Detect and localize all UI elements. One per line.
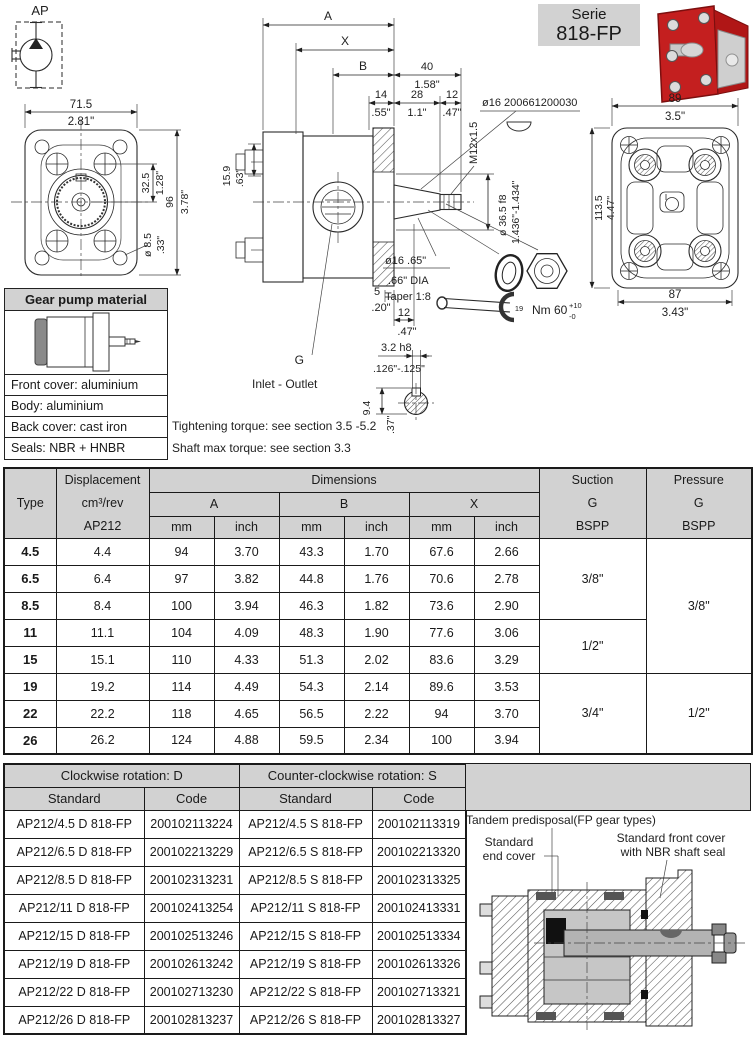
table-row: 19 19.2 114 4.49 54.3 2.14 89.6 3.53 3/4" 1/2" bbox=[4, 673, 752, 700]
table-row: 4.5 4.4 94 3.70 43.3 1.70 67.6 2.66 3/8" 3/8" bbox=[4, 538, 752, 565]
front-view-dimensions bbox=[25, 99, 191, 275]
svg-text:15.9: 15.9 bbox=[221, 165, 233, 187]
table-row: AP212/8.5 D 818-FP 200102313231 AP212/8.5 S 818-FP 200102313325 bbox=[4, 866, 466, 894]
material-box-title: Gear pump material bbox=[5, 289, 167, 311]
svg-text:.66" DIA: .66" DIA bbox=[388, 275, 429, 287]
table-row: 11 11.1 104 4.09 48.3 1.90 77.6 3.06 1/2" bbox=[4, 619, 752, 646]
col-type: Type bbox=[4, 468, 56, 538]
tandem-diagram bbox=[464, 812, 754, 1038]
svg-text:14: 14 bbox=[374, 89, 388, 101]
note-shaft-torque: Shaft max torque: see section 3.3 bbox=[172, 441, 351, 455]
washer-icon bbox=[493, 253, 526, 294]
table-row: AP212/26 D 818-FP 200102813237 AP212/26 S 818-FP 200102813327 bbox=[4, 1006, 466, 1034]
col-b-inch: inch bbox=[344, 516, 409, 538]
note-tightening-torque: Tightening torque: see section 3.5 -5.2 bbox=[172, 419, 377, 433]
table-row: AP212/19 D 818-FP 200102613242 AP212/19 S 818-FP 200102613326 bbox=[4, 950, 466, 978]
svg-text:71.5: 71.5 bbox=[69, 99, 93, 111]
svg-text:Inlet - Outlet: Inlet - Outlet bbox=[252, 377, 318, 391]
col-x: X bbox=[409, 492, 539, 516]
table-row: AP212/11 D 818-FP 200102413254 AP212/11 S 818-FP 200102413331 bbox=[4, 894, 466, 922]
col-suction: Suction G BSPP bbox=[539, 468, 646, 538]
svg-text:19: 19 bbox=[514, 304, 524, 313]
serie-value: 818-FP bbox=[556, 23, 622, 46]
serie-label: Serie bbox=[571, 6, 607, 23]
svg-text:ø 36.5 f8: ø 36.5 f8 bbox=[497, 194, 509, 236]
back-view-dimensions bbox=[592, 93, 738, 319]
col-standard: Standard bbox=[4, 787, 144, 810]
col-code: Code bbox=[372, 787, 466, 810]
svg-text:-0: -0 bbox=[569, 312, 576, 321]
svg-text:3.2 h8: 3.2 h8 bbox=[381, 342, 412, 354]
svg-text:.20": .20" bbox=[371, 302, 391, 314]
svg-text:G: G bbox=[294, 353, 304, 367]
material-row: Back cover: cast iron bbox=[5, 417, 167, 438]
logo-mark bbox=[660, 192, 684, 212]
svg-text:4.47": 4.47" bbox=[605, 195, 617, 221]
svg-text:87: 87 bbox=[668, 289, 682, 301]
svg-text:.63": .63" bbox=[234, 168, 246, 188]
svg-text:.47": .47" bbox=[397, 326, 417, 338]
col-pressure: Pressure G BSPP bbox=[646, 468, 752, 538]
table-row: 22 22.2 118 4.65 56.5 2.22 94 3.70 bbox=[4, 700, 752, 727]
pump-side-icon bbox=[5, 311, 165, 373]
col-code: Code bbox=[144, 787, 239, 810]
svg-text:113.5: 113.5 bbox=[593, 195, 605, 221]
cw-header: Clockwise rotation: D bbox=[4, 764, 239, 787]
material-row: Front cover: aluminium bbox=[5, 375, 167, 396]
dimensions-table bbox=[3, 467, 753, 755]
col-b-mm: mm bbox=[279, 516, 344, 538]
svg-text:12: 12 bbox=[397, 307, 411, 319]
svg-text:.33": .33" bbox=[155, 235, 167, 255]
svg-text:X: X bbox=[340, 34, 350, 48]
suction-size: 3/8" bbox=[539, 538, 646, 619]
ap-label: AP bbox=[31, 3, 49, 18]
svg-text:.37": .37" bbox=[385, 415, 397, 434]
svg-text:M12x1.5: M12x1.5 bbox=[468, 121, 480, 164]
svg-text:1.58": 1.58" bbox=[414, 79, 440, 91]
svg-text:.47": .47" bbox=[442, 107, 462, 119]
table-row: AP212/22 D 818-FP 200102713230 AP212/22 S 818-FP 200102713321 bbox=[4, 978, 466, 1006]
pump-circle-symbol bbox=[12, 22, 52, 88]
front-view-outline bbox=[11, 119, 151, 277]
col-displacement: Displacement cm³/rev AP212 bbox=[56, 468, 149, 538]
svg-text:96: 96 bbox=[164, 196, 176, 208]
svg-text:Nm 60: Nm 60 bbox=[532, 303, 568, 317]
col-b: B bbox=[279, 492, 409, 516]
svg-text:.126"-.125": .126"-.125" bbox=[373, 363, 425, 375]
col-a-mm: mm bbox=[149, 516, 214, 538]
table-row: AP212/15 D 818-FP 200102513246 AP212/15 S 818-FP 200102513334 bbox=[4, 922, 466, 950]
nut-icon bbox=[527, 254, 567, 289]
side-view-drawing bbox=[218, 4, 590, 460]
back-view-outline bbox=[612, 128, 738, 288]
table-row: 6.5 6.4 97 3.82 44.8 1.76 70.6 2.78 bbox=[4, 565, 752, 592]
table-row: AP212/4.5 D 818-FP 200102113224 AP212/4.5 S 818-FP 200102113319 bbox=[4, 810, 466, 838]
table-row: 8.5 8.4 100 3.94 46.3 1.82 73.6 2.90 bbox=[4, 592, 752, 619]
order-codes-table bbox=[3, 763, 467, 1035]
svg-text:Taper 1:8: Taper 1:8 bbox=[385, 291, 431, 303]
port-callout bbox=[252, 224, 332, 391]
table-row: 15 15.1 110 4.33 51.3 2.02 83.6 3.29 bbox=[4, 646, 752, 673]
front-cover-label: with NBR shaft seal bbox=[620, 845, 726, 859]
end-cover-label: end cover bbox=[482, 849, 536, 863]
codes-table-side-panel bbox=[465, 763, 751, 811]
material-box-figure bbox=[5, 311, 167, 375]
svg-text:32.5: 32.5 bbox=[140, 172, 152, 194]
end-cover-label: Standard bbox=[484, 835, 534, 849]
pressure-size: 1/2" bbox=[646, 673, 752, 754]
svg-text:28: 28 bbox=[410, 89, 424, 101]
front-view-drawing bbox=[5, 95, 205, 280]
back-view-drawing bbox=[588, 88, 754, 320]
svg-text:A: A bbox=[323, 9, 333, 23]
suction-size: 1/2" bbox=[539, 619, 646, 673]
material-row: Body: aluminium bbox=[5, 396, 167, 417]
table-row: 26 26.2 124 4.88 59.5 2.34 100 3.94 bbox=[4, 727, 752, 754]
side-view-outline bbox=[236, 128, 474, 286]
svg-text:.55": .55" bbox=[371, 107, 391, 119]
svg-text:9.4: 9.4 bbox=[361, 400, 373, 416]
svg-text:B: B bbox=[358, 59, 368, 73]
svg-text:1.28": 1.28" bbox=[154, 170, 166, 196]
svg-text:40: 40 bbox=[420, 61, 434, 73]
col-x-inch: inch bbox=[474, 516, 539, 538]
svg-text:ø 8.5: ø 8.5 bbox=[142, 233, 154, 257]
svg-text:+10: +10 bbox=[569, 301, 582, 310]
col-a-inch: inch bbox=[214, 516, 279, 538]
svg-text:2.81": 2.81" bbox=[67, 116, 95, 128]
woodruff-key-icon bbox=[507, 122, 531, 131]
svg-text:1.436"-1.434": 1.436"-1.434" bbox=[510, 180, 522, 244]
table-row: AP212/6.5 D 818-FP 200102213229 AP212/6.5 S 818-FP 200102213320 bbox=[4, 838, 466, 866]
material-row: Seals: NBR + HNBR bbox=[11, 441, 126, 455]
material-box bbox=[4, 288, 168, 460]
svg-text:5: 5 bbox=[373, 286, 381, 298]
ccw-header: Counter-clockwise rotation: S bbox=[239, 764, 466, 787]
svg-text:ø16 .65": ø16 .65" bbox=[385, 255, 427, 267]
svg-text:3.78": 3.78" bbox=[179, 189, 191, 215]
col-x-mm: mm bbox=[409, 516, 474, 538]
side-view-dimensions bbox=[221, 9, 462, 338]
svg-text:89: 89 bbox=[668, 93, 682, 105]
svg-text:3.5": 3.5" bbox=[664, 111, 686, 123]
svg-text:ø16 200661200030: ø16 200661200030 bbox=[482, 97, 578, 109]
pump-cross-section bbox=[480, 870, 746, 1030]
svg-text:3.43": 3.43" bbox=[661, 307, 689, 319]
symbol-frame bbox=[16, 22, 62, 88]
suction-size: 3/4" bbox=[539, 673, 646, 754]
svg-text:12: 12 bbox=[445, 89, 459, 101]
svg-text:1.1": 1.1" bbox=[407, 107, 427, 119]
hydraulic-pump-symbol bbox=[8, 2, 72, 94]
col-dimensions: Dimensions bbox=[149, 468, 539, 492]
shaft-callouts bbox=[383, 97, 582, 321]
wrench-icon bbox=[437, 294, 523, 320]
tandem-title: Tandem predisposal(FP gear types) bbox=[466, 813, 656, 827]
col-standard: Standard bbox=[239, 787, 372, 810]
col-a: A bbox=[149, 492, 279, 516]
front-cover-label: Standard front cover bbox=[616, 831, 726, 845]
pressure-size: 3/8" bbox=[646, 538, 752, 673]
